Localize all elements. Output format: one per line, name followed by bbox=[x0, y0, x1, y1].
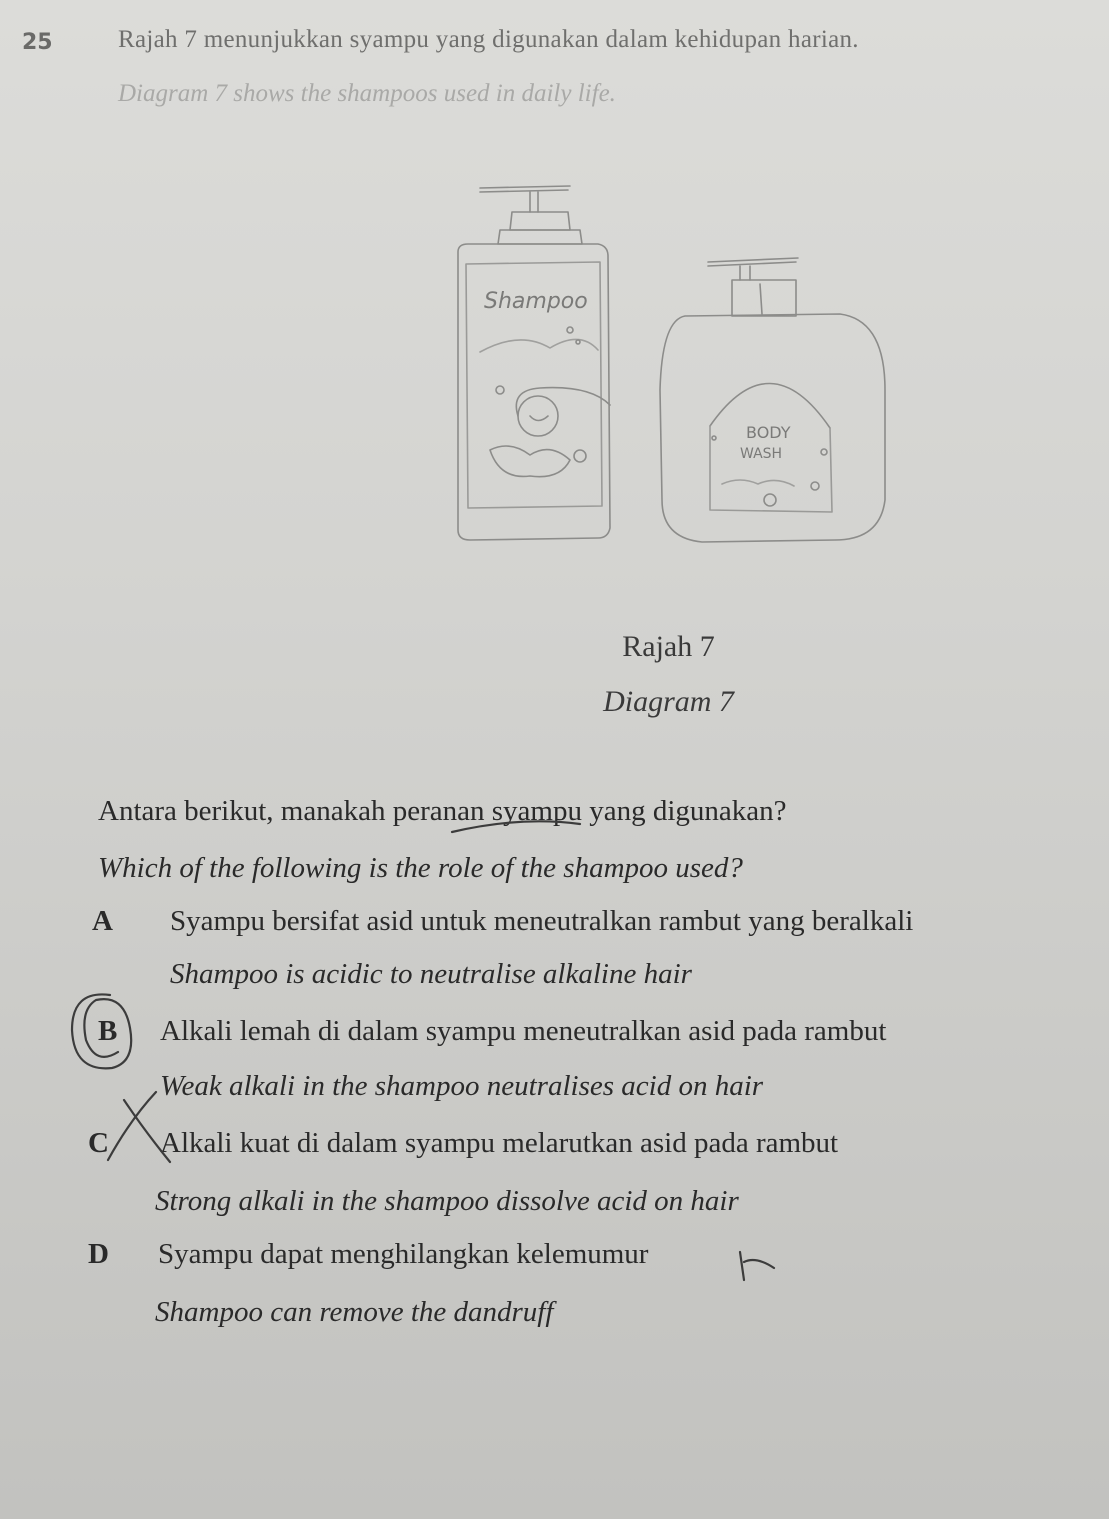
option-a-letter[interactable]: A bbox=[92, 905, 113, 937]
option-d-malay[interactable]: Syampu dapat menghilangkan kelemumur bbox=[158, 1238, 649, 1270]
option-b-english[interactable]: Weak alkali in the shampoo neutralises acid on hair bbox=[160, 1070, 764, 1102]
stem-malay: Antara berikut, manakah peranan syampu yang digunakan? bbox=[98, 795, 787, 827]
option-c-malay[interactable]: Alkali kuat di dalam syampu melarutkan asid pada rambut bbox=[160, 1127, 839, 1159]
option-b-letter[interactable]: B bbox=[98, 1015, 118, 1047]
tick-mark-option-d bbox=[740, 1252, 774, 1280]
diagram-caption-english: Diagram 7 bbox=[603, 685, 734, 718]
option-a-english[interactable]: Shampoo is acidic to neutralise alkaline hair bbox=[170, 958, 692, 990]
diagram-caption-malay: Rajah 7 bbox=[622, 630, 715, 663]
underline-mark bbox=[452, 821, 580, 832]
body-wash-label-line2: WASH bbox=[740, 446, 783, 462]
stem-english: Which of the following is the role of the shampoo used? bbox=[98, 852, 743, 884]
question-number: 25 bbox=[22, 30, 53, 55]
shampoo-label: Shampoo bbox=[484, 289, 588, 314]
cross-mark-option-c bbox=[108, 1092, 156, 1160]
option-a-malay[interactable]: Syampu bersifat asid untuk meneutralkan rambut yang beralkali bbox=[170, 905, 914, 937]
option-b-malay[interactable]: Alkali lemah di dalam syampu meneutralkan asid pada rambut bbox=[160, 1015, 887, 1047]
option-d-english[interactable]: Shampoo can remove the dandruff bbox=[155, 1296, 554, 1328]
option-d-letter[interactable]: D bbox=[88, 1238, 109, 1270]
option-c-letter[interactable]: C bbox=[88, 1127, 109, 1159]
body-wash-label-line1: BODY bbox=[746, 423, 791, 442]
question-text-malay: Rajah 7 menunjukkan syampu yang digunakan dalam kehidupan harian. bbox=[118, 26, 859, 53]
cross-mark-option-c-2 bbox=[124, 1100, 170, 1162]
question-text-english: Diagram 7 shows the shampoos used in daily life. bbox=[118, 80, 616, 107]
option-c-english[interactable]: Strong alkali in the shampoo dissolve acid on hair bbox=[155, 1185, 739, 1217]
circle-mark-option-b bbox=[72, 994, 131, 1068]
